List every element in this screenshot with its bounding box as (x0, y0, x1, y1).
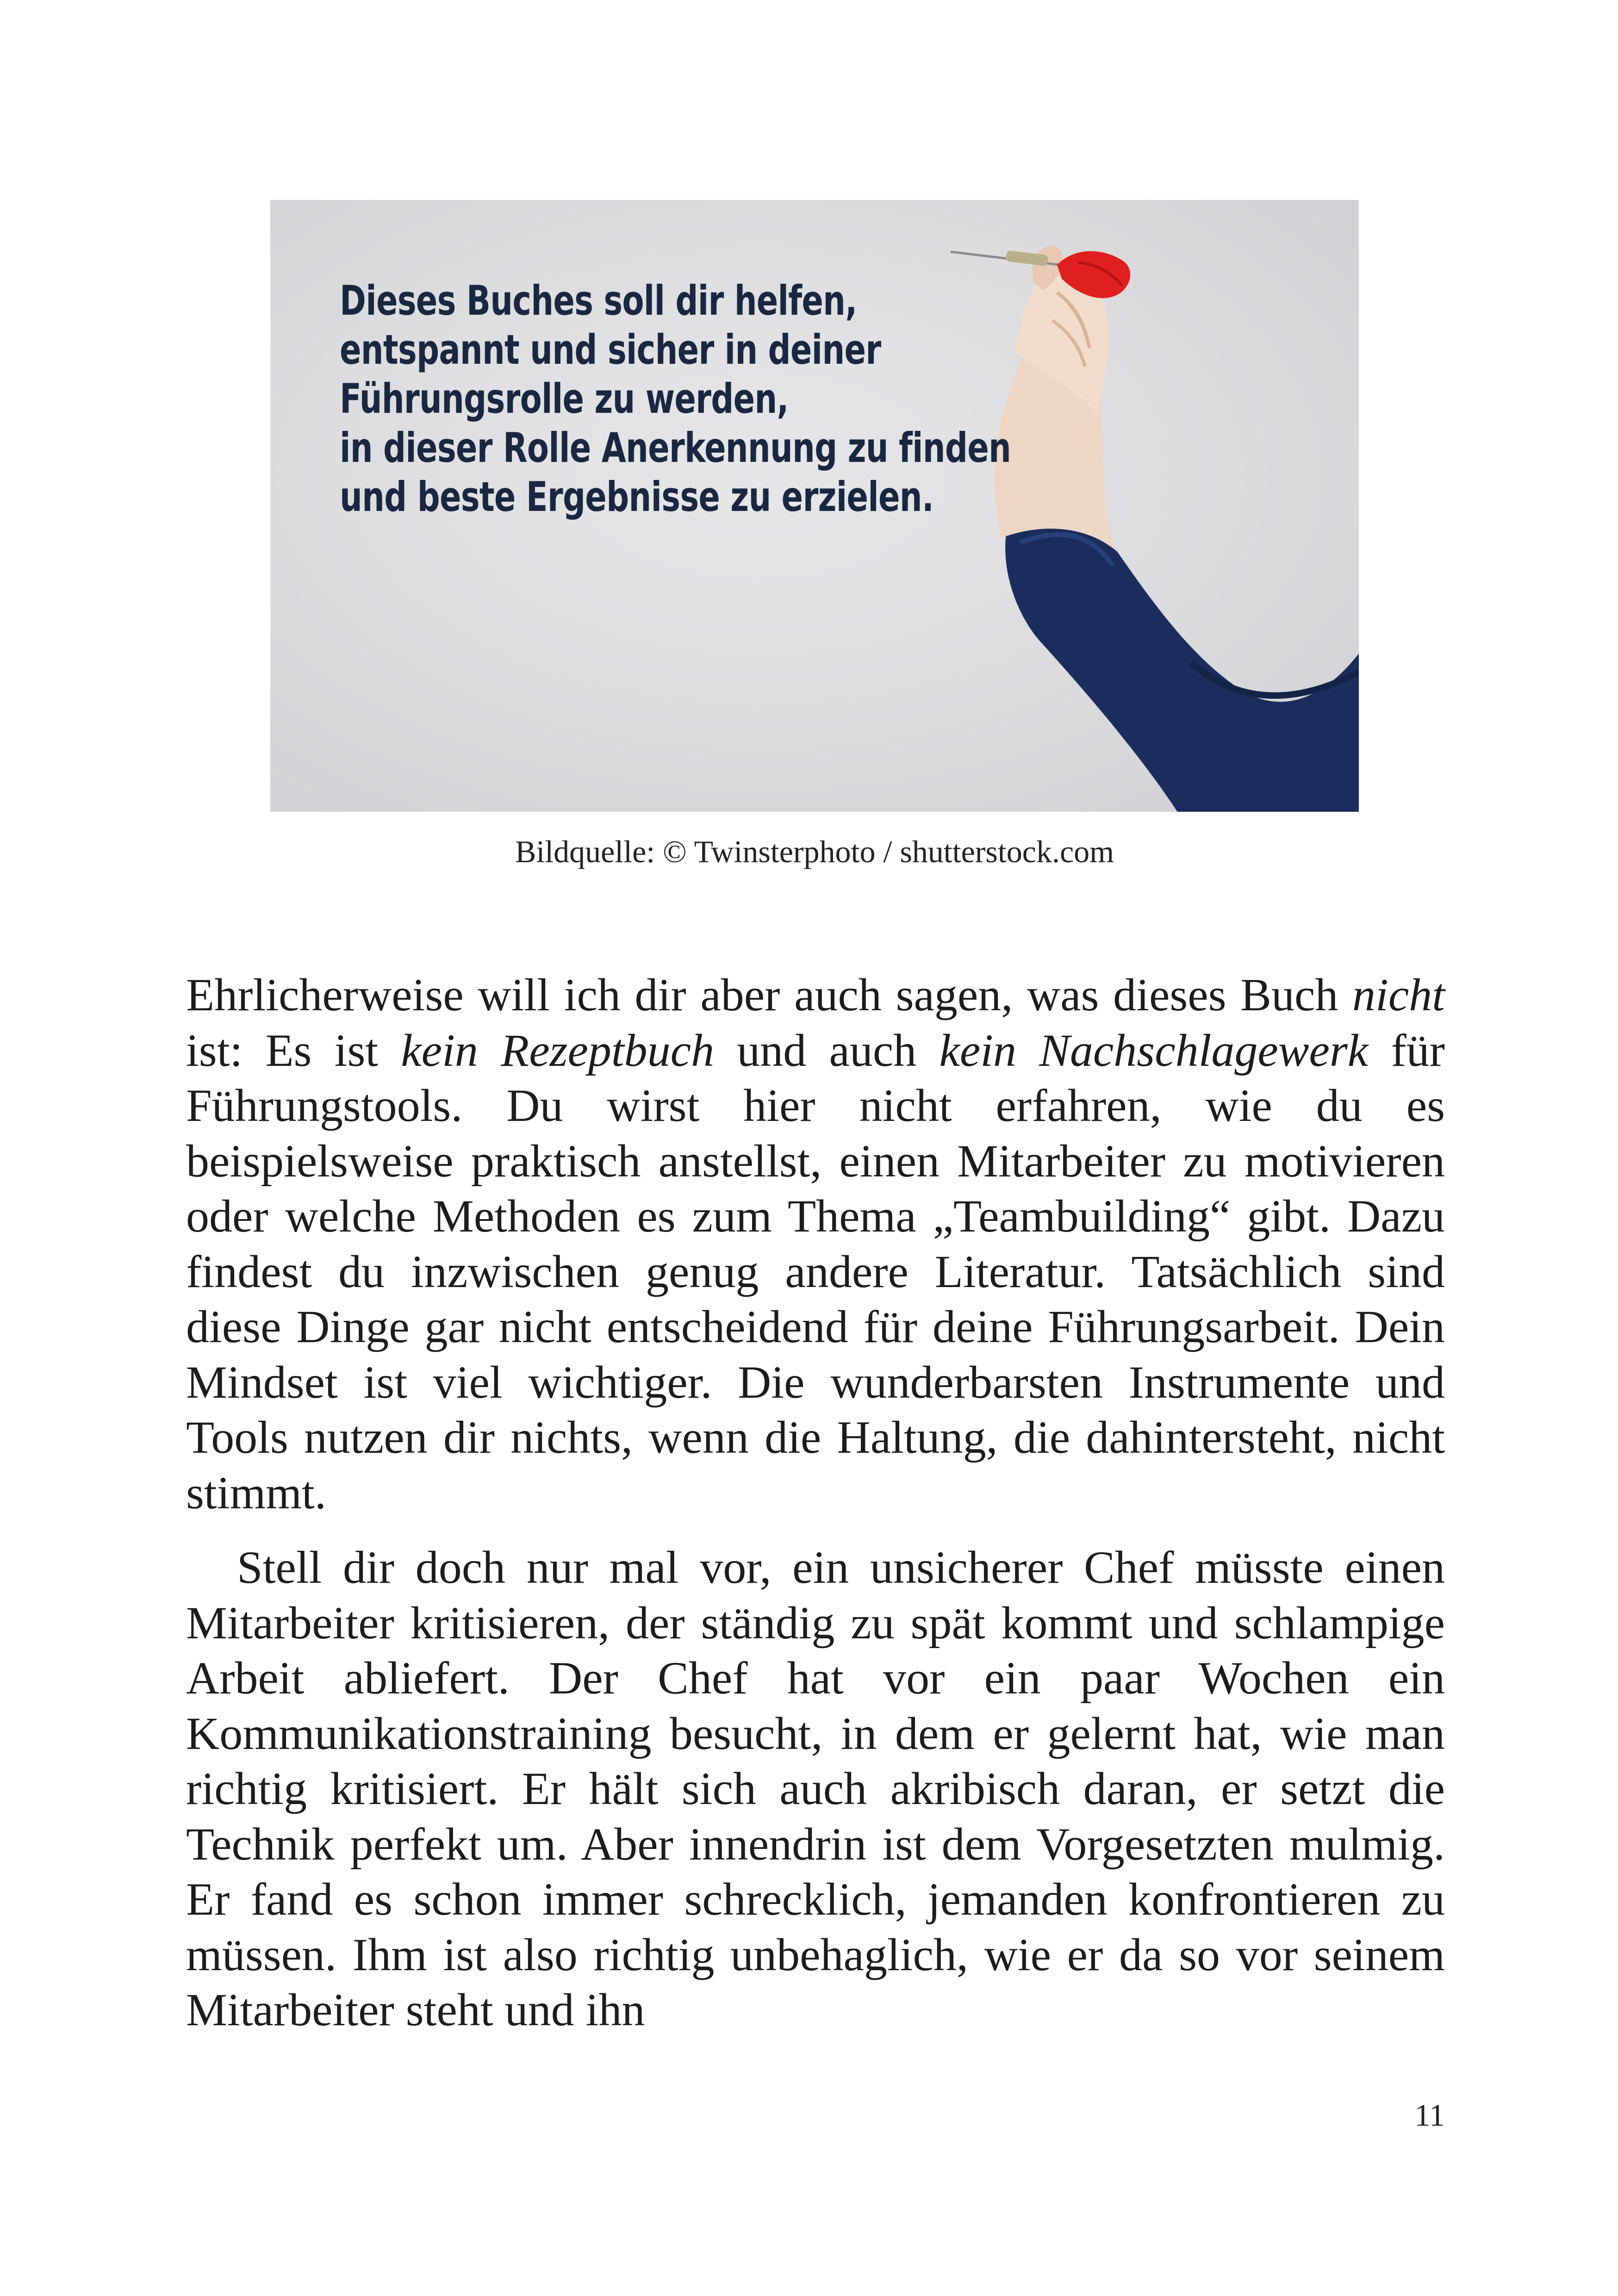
image-caption: Bildquelle: © Twinsterphoto / shutterstock.com (515, 834, 1114, 869)
italic-text: kein Nachschlagewerk (939, 1024, 1369, 1076)
text-run: für Führungstools. Du wirst hier nicht erfahren, wie du es beispielsweise praktisch anstellst, einen Mitarbeiter zu motivieren oder welche Methoden es zum Thema „Teambuilding“ gibt. Dazu findest du inzwischen genug andere Literatur. Tatsächlich sind diese Dinge gar nicht entscheidend für deine Führungsarbeit. Dein Mindset ist viel wichtiger. Die wunderbarsten Instrumente und Tools nutzen dir nichts, wenn die Haltung, die dahintersteht, nicht stimmt. (186, 1024, 1445, 1518)
figure-quote-line: Dieses Buches soll dir helfen, (340, 277, 857, 324)
italic-text: nicht (1352, 969, 1445, 1020)
text-run: Ehrlicherweise will ich dir aber auch sagen, was dieses Buch (186, 969, 1353, 1020)
figure-quote-line: in dieser Rolle Anerkennung zu finden (340, 424, 1011, 472)
figure-quote-line: Führungsrolle zu werden, (340, 375, 789, 423)
figure-quote-line: und beste Ergebnisse zu erzielen. (340, 473, 934, 521)
body-text (186, 967, 1445, 2038)
jacket-sleeve (1005, 520, 1359, 812)
paragraph: Stell dir doch nur mal vor, ein unsicherer Chef müsste einen Mitarbeiter kritisieren, der ständig zu spät kommt und schlampige Arbeit abliefert. Der Chef hat vor ein paar Wochen ein Kommunikationstraining besucht, in dem er gelernt hat, wie man richtig kritisiert. Er hält sich auch akribisch daran, er setzt die Technik perfekt um. Aber innendrin ist dem Vorgesetzten mulmig. Er fand es schon immer schrecklich, jemanden konfrontieren zu müssen. Ihm ist also richtig unbehaglich, wie er da so vor seinem Mitarbeiter steht und ihn (186, 1542, 1445, 2035)
illustration (270, 200, 1359, 812)
text-run: und auch (714, 1024, 940, 1076)
italic-text: kein Rezeptbuch (401, 1024, 715, 1076)
figure-quote-line: entspannt und sicher in deiner (340, 326, 881, 373)
paragraph (186, 967, 1445, 1520)
text-run: ist: Es ist (186, 1024, 401, 1076)
page-number: 11 (1414, 2097, 1445, 2133)
figure-quote (340, 276, 1011, 522)
